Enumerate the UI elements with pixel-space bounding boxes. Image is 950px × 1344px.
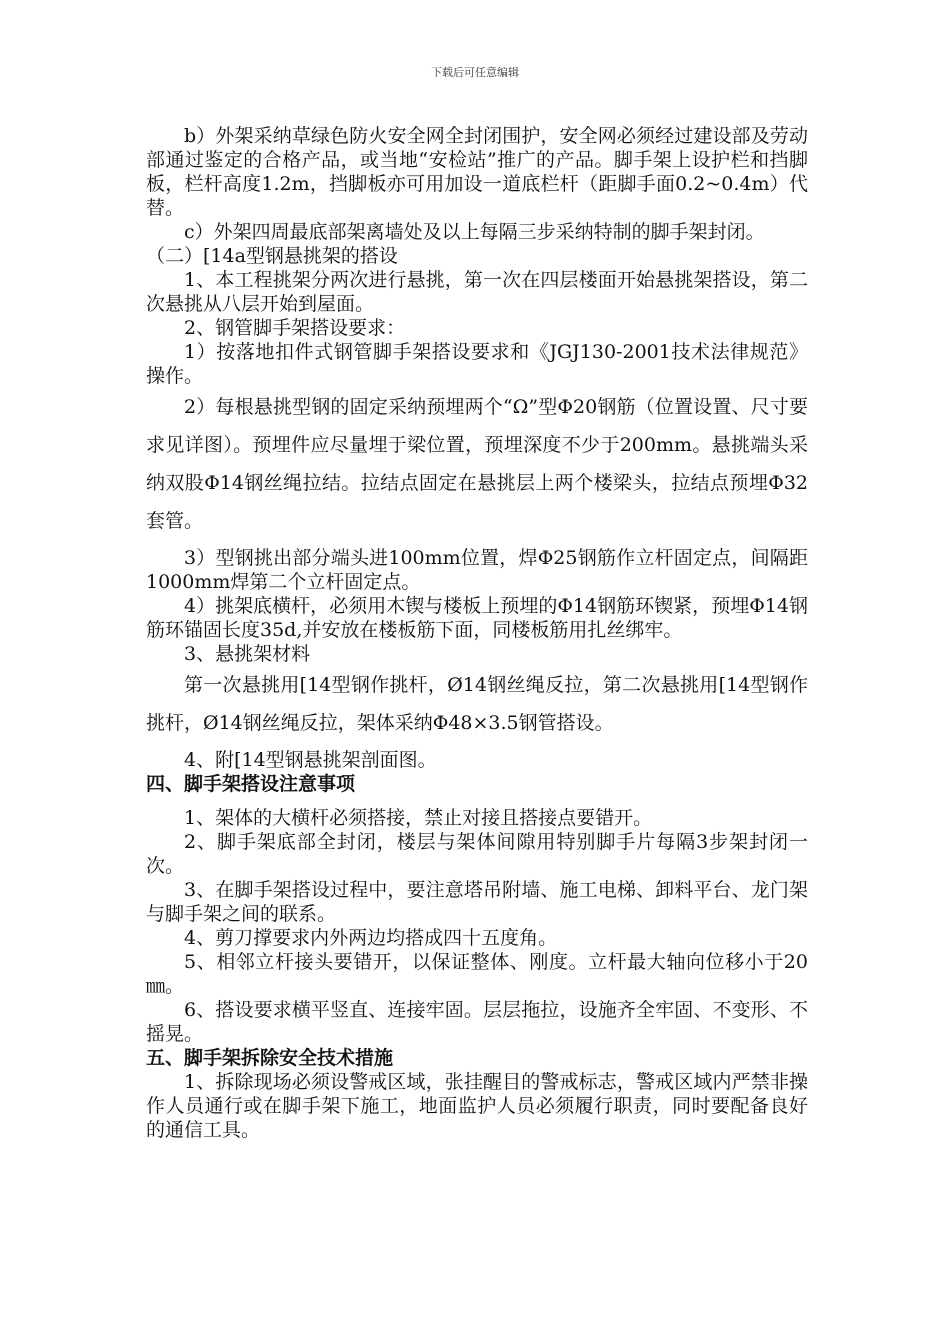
paragraph-note-4: 4、剪刀撑要求内外两边均搭成四十五度角。 [184, 927, 558, 949]
paragraph-materials: 第一次悬挑用[14型钢作挑杆，Ø14钢丝绳反拉，第二次悬挑用[14型钢作挑杆，Ø14钢丝绳反拉，架体采纳Φ48×3.5钢管搭设。 [146, 674, 808, 734]
document-body [146, 124, 808, 1142]
paragraph-note-6: 6、搭设要求横平竖直、连接牢固。层层拖拉，设施齐全牢固、不变形、不摇晃。 [146, 999, 808, 1045]
paragraph-note-5: 5、相邻立杆接头要错开，以保证整体、刚度。立杆最大轴向位移小于20㎜。 [146, 951, 808, 997]
paragraph-cantilever-stages: 1、本工程挑架分两次进行悬挑，第一次在四层楼面开始悬挑架搭设，第二次悬挑从八层开始到屋面。 [146, 269, 808, 315]
paragraph-note-3: 3、在脚手架搭设过程中，要注意塔吊附墙、施工电梯、卸料平台、龙门架与脚手架之间的联系。 [146, 879, 808, 925]
page-header: 下载后可任意编辑 [431, 66, 519, 79]
section-heading-dismantling: 五、脚手架拆除安全技术措施 [146, 1047, 394, 1069]
paragraph-steel-requirements: 2、钢管脚手架搭设要求： [184, 317, 406, 339]
subsection-title-cantilever: （二）[14a型钢悬挑架的搭设 [146, 245, 398, 267]
section-heading-erection-notes: 四、脚手架搭设注意事项 [146, 773, 356, 795]
paragraph-dismantle-1: 1、拆除现场必须设警戒区域，张挂醒目的警戒标志，警戒区域内严禁非操作人员通行或在脚手架下施工，地面监护人员必须履行职责，同时要配备良好的通信工具。 [146, 1071, 808, 1141]
paragraph-req-3: 3）型钢挑出部分端头进100mm位置，焊Φ25钢筋作立杆固定点，间隔距1000mm焊第二个立杆固定点。 [146, 547, 808, 593]
paragraph-req-1: 1）按落地扣件式钢管脚手架搭设要求和《JGJ130-2001技术法律规范》操作。 [146, 341, 808, 387]
paragraph-bottom-closure: c）外架四周最底部架离墙处及以上每隔三步采纳特制的脚手架封闭。 [184, 221, 765, 243]
paragraph-req-4: 4）挑架底横杆，必须用木锲与楼板上预埋的Φ14钢筋环锲紧，预埋Φ14钢筋环锚固长度35d,并安放在楼板筋下面，同楼板筋用扎丝绑牢。 [146, 595, 808, 641]
paragraph-note-1: 1、架体的大横杆必须搭接，禁止对接且搭接点要错开。 [184, 807, 653, 829]
paragraph-section-drawing: 4、附[14型钢悬挑架剖面图。 [184, 749, 437, 771]
paragraph-materials-title: 3、悬挑架材料 [184, 643, 311, 665]
paragraph-req-2: 2）每根悬挑型钢的固定采纳预埋两个“Ω”型Φ20钢筋（位置设置、尺寸要求见详图）。预埋件应尽量埋于梁位置，预埋深度不少于200mm。悬挑端头采纳双股Φ14钢丝绳拉结。拉结点固定在悬挑层上两个楼梁头，拉结点预埋Φ32套管。 [146, 396, 808, 532]
paragraph-note-2: 2、脚手架底部全封闭，楼层与架体间隙用特别脚手片每隔3步架封闭一次。 [146, 831, 808, 877]
paragraph-net-enclosure: b）外架采纳草绿色防火安全网全封闭围护，安全网必须经过建设部及劳动部通过鉴定的合格产品，或当地“安检站”推广的产品。脚手架上设护栏和挡脚板，栏杆高度1.2m，挡脚板亦可用加设一道底栏杆（距脚手面0.2~0.4m）代替。 [146, 125, 808, 219]
